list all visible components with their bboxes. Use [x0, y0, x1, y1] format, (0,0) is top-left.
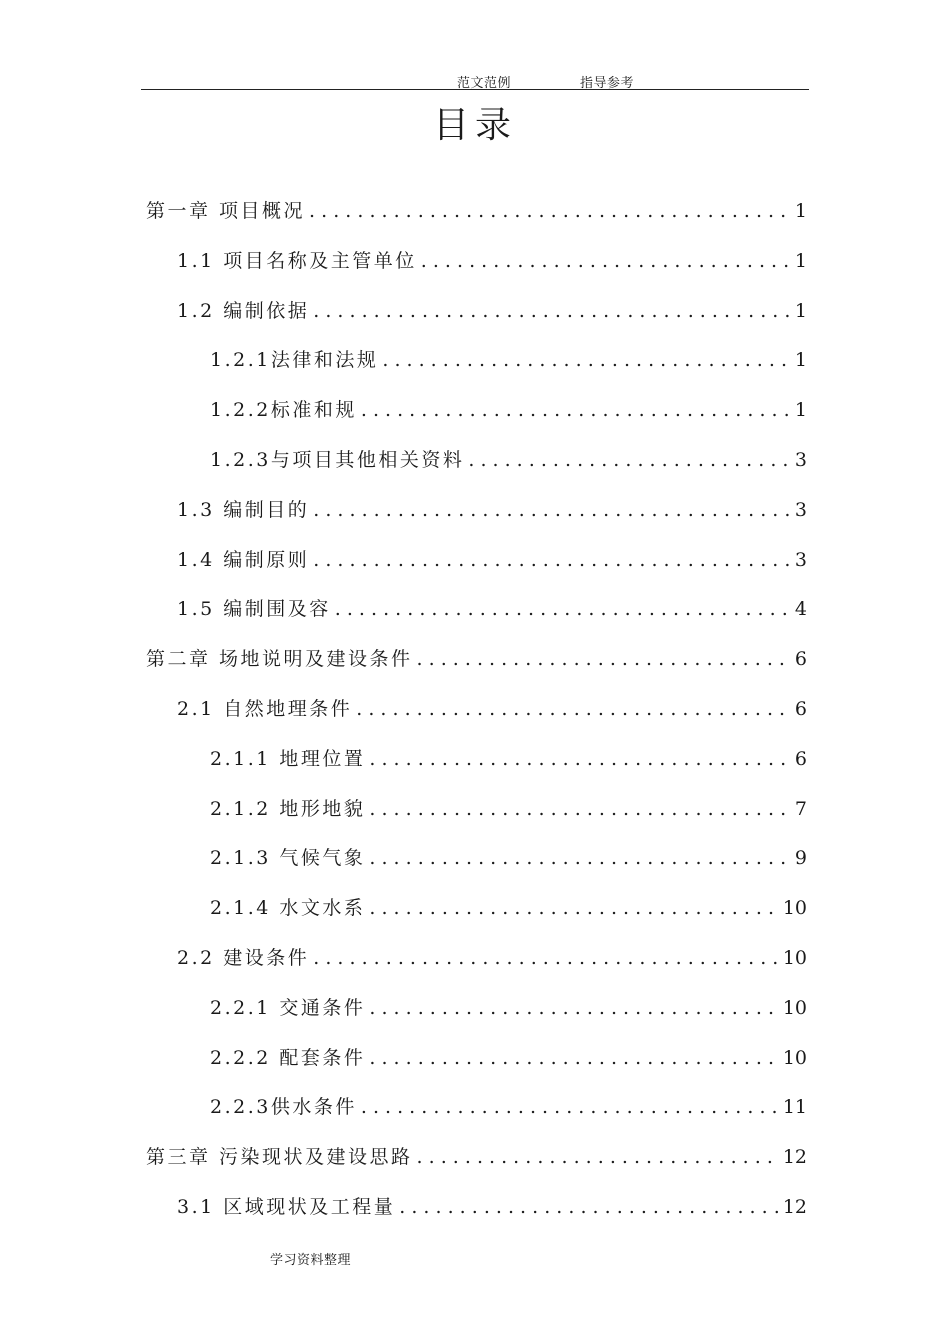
toc-entry-page-number: 1	[794, 399, 807, 421]
toc-entry-page-number: 1	[794, 250, 807, 272]
toc-dot-leader	[335, 598, 791, 620]
toc-dot-leader	[382, 349, 791, 371]
toc-dot-leader	[356, 698, 791, 720]
toc-entry[interactable]	[177, 545, 807, 575]
toc-entry[interactable]	[177, 1192, 807, 1222]
toc-entry-page-number: 6	[794, 748, 807, 770]
toc-entry[interactable]	[177, 943, 807, 973]
toc-dot-leader	[361, 1096, 779, 1118]
toc-entry-page-number: 10	[782, 997, 807, 1019]
toc-entry-label: 1.2.3与项目其他相关资料	[210, 449, 465, 471]
toc-dot-leader	[313, 947, 779, 969]
toc-entry-label: 第二章 场地说明及建设条件	[146, 648, 413, 670]
toc-entry[interactable]	[210, 345, 807, 375]
toc-entry-label: 2.1.2 地形地貌	[210, 798, 366, 820]
toc-entry[interactable]	[177, 594, 807, 624]
toc-entry[interactable]	[146, 196, 807, 226]
toc-entry-label: 1.2 编制依据	[177, 300, 310, 322]
header-right-text: 指导参考	[580, 76, 635, 91]
toc-entry-page-number: 11	[782, 1096, 807, 1118]
toc-entry-label: 1.3 编制目的	[177, 499, 310, 521]
toc-entry-label: 第一章 项目概况	[146, 200, 306, 222]
toc-entry-page-number: 3	[794, 549, 807, 571]
toc-dot-leader	[369, 748, 791, 770]
toc-entry-label: 2.2 建设条件	[177, 947, 310, 969]
toc-entry[interactable]	[210, 843, 807, 873]
toc-entry[interactable]	[210, 445, 807, 475]
toc-entry[interactable]	[210, 1092, 807, 1122]
toc-entry-label: 2.2.3供水条件	[210, 1096, 357, 1118]
toc-dot-leader	[468, 449, 791, 471]
toc-entry-page-number: 6	[794, 648, 807, 670]
toc-entry[interactable]	[146, 644, 807, 674]
toc-entry-label: 1.4 编制原则	[177, 549, 310, 571]
toc-dot-leader	[369, 847, 791, 869]
toc-entry-page-number: 7	[794, 798, 807, 820]
toc-entry-label: 2.2.2 配套条件	[210, 1047, 366, 1069]
toc-entry-label: 1.1 项目名称及主管单位	[177, 250, 417, 272]
toc-entry-page-number: 9	[794, 847, 807, 869]
toc-entry-page-number: 4	[794, 598, 807, 620]
toc-entry-label: 2.1 自然地理条件	[177, 698, 353, 720]
toc-dot-leader	[313, 300, 791, 322]
toc-entry-label: 1.2.2标准和规	[210, 399, 357, 421]
toc-dot-leader	[369, 897, 778, 919]
toc-dot-leader	[421, 250, 791, 272]
page-title: 目录	[432, 105, 517, 146]
toc-dot-leader	[369, 798, 791, 820]
toc-dot-leader	[369, 1047, 778, 1069]
toc-entry[interactable]	[177, 246, 807, 276]
toc-entry[interactable]	[177, 495, 807, 525]
toc-entry-page-number: 10	[782, 947, 807, 969]
toc-entry-label: 2.1.3 气候气象	[210, 847, 366, 869]
toc-entry-page-number: 12	[782, 1146, 807, 1168]
toc-entry[interactable]	[210, 1043, 807, 1073]
toc-dot-leader	[399, 1196, 779, 1218]
toc-entry[interactable]	[177, 296, 807, 326]
toc-entry-label: 第三章 污染现状及建设思路	[146, 1146, 413, 1168]
toc-entry[interactable]	[210, 794, 807, 824]
toc-entry[interactable]	[210, 893, 807, 923]
toc-entry-page-number: 3	[794, 499, 807, 521]
toc-dot-leader	[417, 1146, 779, 1168]
toc-entry[interactable]	[177, 694, 807, 724]
toc-dot-leader	[309, 200, 791, 222]
toc-entry-label: 1.5 编制围及容	[177, 598, 331, 620]
page-header	[141, 70, 809, 90]
toc-entry-page-number: 1	[794, 200, 807, 222]
header-left-text: 范文范例	[457, 76, 512, 91]
page-footer: 学习资料整理	[270, 1253, 352, 1268]
toc-entry-page-number: 12	[782, 1196, 807, 1218]
toc-entry-label: 2.2.1 交通条件	[210, 997, 366, 1019]
toc-entry-page-number: 10	[782, 897, 807, 919]
toc-dot-leader	[361, 399, 791, 421]
toc-entry-label: 2.1.4 水文水系	[210, 897, 366, 919]
toc-entry-label: 3.1 区域现状及工程量	[177, 1196, 396, 1218]
toc-dot-leader	[417, 648, 791, 670]
toc-entry-page-number: 6	[794, 698, 807, 720]
toc-entry[interactable]	[210, 744, 807, 774]
toc-entry-page-number: 10	[782, 1047, 807, 1069]
toc-entry-page-number: 1	[794, 349, 807, 371]
toc-entry[interactable]	[210, 395, 807, 425]
toc-entry[interactable]	[146, 1142, 807, 1172]
toc-dot-leader	[313, 549, 791, 571]
toc-entry-label: 1.2.1法律和法规	[210, 349, 379, 371]
toc-entry-page-number: 3	[794, 449, 807, 471]
toc-entry-page-number: 1	[794, 300, 807, 322]
toc-dot-leader	[369, 997, 778, 1019]
toc-entry-label: 2.1.1 地理位置	[210, 748, 366, 770]
toc-entry[interactable]	[210, 993, 807, 1023]
toc-dot-leader	[313, 499, 791, 521]
